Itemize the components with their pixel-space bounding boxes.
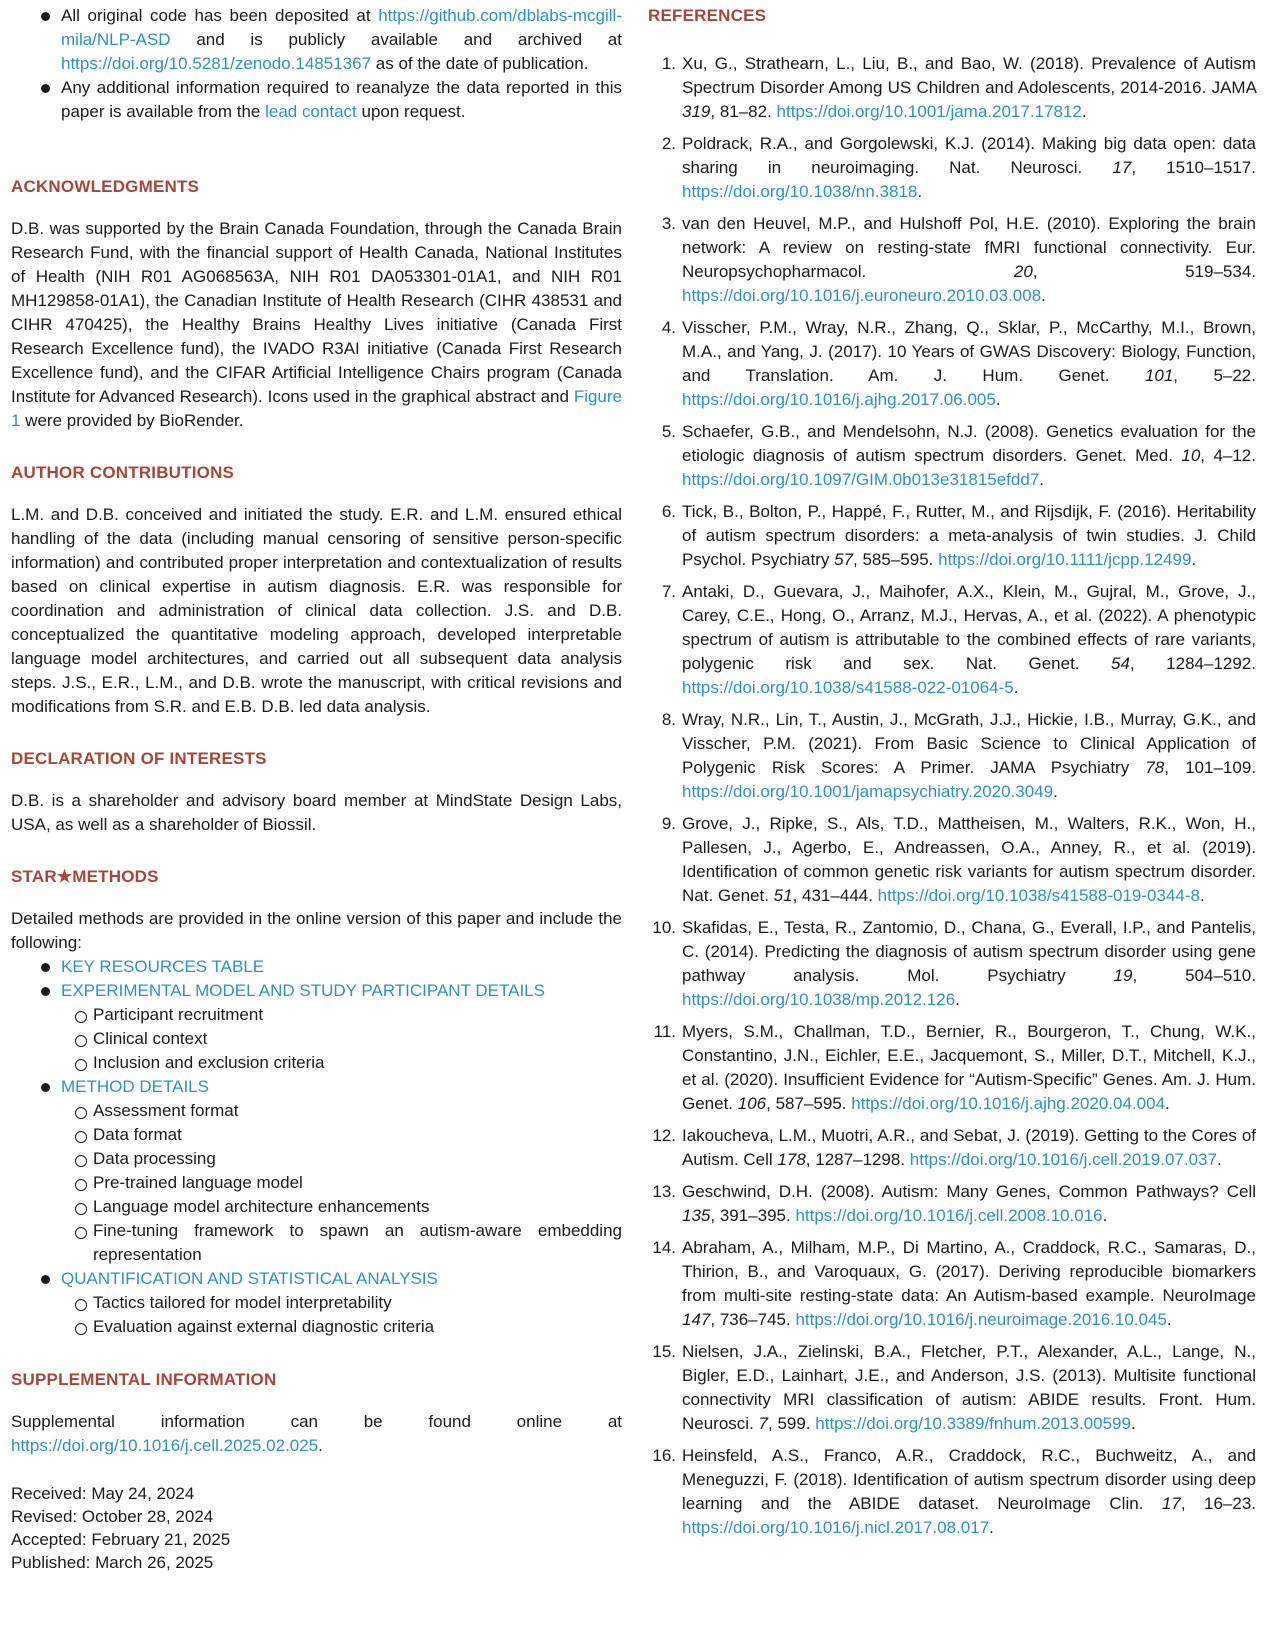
reference-text: Antaki, D., Guevara, J., Maihofer, A.X., Klein, M., Gujral, M., Grove, J., Carey, C.E., Hong, O., Arranz, M.J., Hervas, A., et al. (2022). A phenotypic spectrum of autism is attributable to the combined effects of rare variants, polygenic risk and sex. Nat. Genet. [682,582,1256,673]
reference-pages: , 101–109. [1164,758,1256,777]
reference-number: 2. [661,134,676,153]
declaration-section [11,747,622,837]
left-column [11,4,622,1574]
reference-doi-link[interactable]: https://doi.org/10.1016/j.ajhg.2017.06.005 [682,390,996,409]
reference-end-period: . [917,182,923,201]
author-contributions-text: L.M. and D.B. conceived and initiated the study. E.R. and L.M. ensured ethical handling of the data (including manual censoring of sensitive person-specific information) and contributed proper interpretation and contextualization of results based on clinical expertise in autism diagnosis. E.R. was responsible for coordination and administration of clinical data collection. J.S. and D.B. conceptualized the quantitative modeling approach, developed interpretable language model architectures, and carried out all subsequent data analysis steps. J.S., E.R., L.M., and D.B. wrote the manuscript, with critical revisions and modifications from S.R. and E.B. D.B. led data analysis. [11,505,622,716]
star-methods-intro: Detailed methods are provided in the online version of this paper and include the following: [11,909,622,952]
star-methods-list [11,955,622,1003]
star-methods-item [11,979,622,1003]
star-methods-section [11,865,622,1339]
acknowledgments-text: D.B. was supported by the Brain Canada Foundation, through the Canada Brain Research Fund, with the financial support of Health Canada, National Institutes of Health (NIH R01 AG068563A, NIH R01 DA053301-01A1, and NIH R01 MH129858-01A1), the Canadian Institute of Health Research (CIHR 438531 and CIHR 470425), the Healthy Brains Healthy Lives initiative (Canada First Research Excellence fund), the IVADO R3AI initiative (Canada First Research Excellence fund), and the CIFAR Artificial Intelligence Chairs program (Canada Institute for Advanced Research). Icons used in the graphical abstract and Figure 1 were provided by BioRender. [11,219,622,430]
zenodo-link[interactable]: https://doi.org/10.5281/zenodo.14851367 [61,54,372,73]
reference-doi-link[interactable]: https://doi.org/10.1016/j.ajhg.2020.04.004 [851,1094,1166,1113]
declaration-text: D.B. is a shareholder and advisory board member at MindState Design Labs, USA, as well as a shareholder of Biossil. [11,791,622,834]
supplemental-section [11,1368,622,1458]
reference-text: van den Heuvel, M.P., and Hulshoff Pol, H.E. (2010). Exploring the brain network: A review on resting-state fMRI functional connectivity. Eur. Neuropsychopharmacol. [682,214,1256,281]
reference-item [648,132,1256,204]
reference-volume: 51 [773,886,793,905]
right-column [648,4,1256,1548]
reference-number: 5. [661,422,676,441]
star-methods-subitem: Data format [11,1123,622,1147]
reference-volume: 319 [682,102,711,121]
reference-text: Wray, N.R., Lin, T., Austin, J., McGrath, J.J., Hickie, I.B., Murray, G.K., and Visscher, P.M. (2021). From Basic Science to Clinical Application of Polygenic Risk Scores: A Primer. JAMA Psychiatry [682,710,1256,777]
reference-number: 7. [661,582,676,601]
reference-item [648,1180,1256,1228]
reference-doi-link[interactable]: https://doi.org/10.3389/fnhum.2013.00599 [815,1414,1131,1433]
star-methods-subitem: Pre-trained language model [11,1171,622,1195]
reference-pages: , 4–12. [1200,446,1256,465]
star-methods-subitem: Participant recruitment [11,1003,622,1027]
reference-doi-link[interactable]: https://doi.org/10.1097/GIM.0b013e31815efdd7 [682,470,1040,489]
reference-number: 1. [661,54,676,73]
reference-pages: , 736–745. [710,1310,796,1329]
star-methods-subitem: Inclusion and exclusion criteria [11,1051,622,1075]
reference-item [648,1124,1256,1172]
star-methods-sublist [11,1003,622,1075]
star-methods-subitem: Fine-tuning framework to spawn an autism-aware embedding representation [11,1219,622,1267]
reference-volume: 7 [758,1414,768,1433]
reference-volume: 106 [737,1094,767,1113]
reference-number: 10. [652,918,676,937]
reference-doi-link[interactable]: https://doi.org/10.1016/j.cell.2019.07.037 [909,1150,1217,1169]
reference-text: Iakoucheva, L.M., Muotri, A.R., and Sebat, J. (2019). Getting to the Cores of Autism. Cell [682,1126,1256,1169]
reference-number: 6. [661,502,676,521]
reference-item [648,212,1256,308]
reference-number: 4. [661,318,676,337]
reference-pages: , 16–23. [1180,1494,1256,1513]
experimental-model-link[interactable]: EXPERIMENTAL MODEL AND STUDY PARTICIPANT DETAILS [61,981,545,1000]
reference-pages: , 504–510. [1132,966,1256,985]
reference-end-period: . [995,390,1001,409]
acknowledgments-heading: ACKNOWLEDGMENTS [11,177,200,196]
supplemental-link[interactable]: https://doi.org/10.1016/j.cell.2025.02.025 [11,1436,319,1455]
reference-text: Abraham, A., Milham, M.P., Di Martino, A., Craddock, R.C., Samaras, D., Thirion, B., and Varoquaux, G. (2017). Deriving reproducible biomarkers from multi-site resting-state data: An Autism-based example. NeuroImage [682,1238,1256,1305]
reference-end-period: . [1216,1150,1222,1169]
reference-text: Myers, S.M., Challman, T.D., Bernier, R., Bourgeron, T., Chung, W.K., Constantino, J.N., Eichler, E.E., Jacquemont, S., Miller, D.T., Mitchell, K.J., et al. (2020). Insufficient Evidence for “Autism-Specific” Genes. Am. J. Hum. Genet. [682,1022,1256,1113]
reference-doi-link[interactable]: https://doi.org/10.1038/mp.2012.126 [682,990,956,1009]
star-methods-sublist [11,1099,622,1267]
reference-item [648,1340,1256,1436]
reference-number: 16. [652,1446,676,1465]
reference-item [648,420,1256,492]
reference-item [648,708,1256,804]
reference-volume: 57 [834,550,854,569]
reference-item [648,52,1256,124]
reference-pages: , 5–22. [1173,366,1256,385]
reference-end-period: . [1053,782,1058,801]
author-contributions-section [11,461,622,719]
reference-item [648,500,1256,572]
star-methods-subitem: Data processing [11,1147,622,1171]
reference-number: 11. [653,1022,676,1041]
reference-volume: 78 [1145,758,1165,777]
reference-pages: , 587–595. [766,1094,852,1113]
figure-1-link[interactable]: Figure 1 [11,387,622,430]
reference-text: Tick, B., Bolton, P., Happé, F., Rutter, M., and Rijsdijk, F. (2016). Heritability of autism spectrum disorders: a meta-analysis of twin studies. J. Child Psychol. Psychiatry [682,502,1256,569]
reference-item [648,916,1256,1012]
accepted-date: Accepted: February 21, 2025 [11,1530,231,1549]
reference-volume: 17 [1161,1494,1181,1513]
reference-text: Nielsen, J.A., Zielinski, B.A., Fletcher, P.T., Alexander, A.L., Lange, N., Bigler, E.D., Lainhart, J.E., and Anderson, J.S. (2013). Multisite functional connectivity MRI classification of autism: ABIDE results. Front. Hum. Neurosci. [682,1342,1256,1433]
reference-doi-link[interactable]: https://doi.org/10.1038/s41588-019-0344-8 [877,886,1200,905]
reference-volume: 17 [1112,158,1132,177]
revised-date: Revised: October 28, 2024 [11,1507,214,1526]
reference-item [648,316,1256,412]
star-methods-subitem: Evaluation against external diagnostic criteria [11,1315,622,1339]
reference-volume: 178 [777,1150,806,1169]
reference-text: Heinsfeld, A.S., Franco, A.R., Craddock, R.C., Buchweitz, A., and Meneguzzi, F. (2018). Identification of autism spectrum disorder using deep learning and the ABIDE dataset. NeuroImage Clin. [682,1446,1256,1513]
reference-item [648,580,1256,700]
reference-doi-link[interactable]: https://doi.org/10.1038/nn.3818 [682,182,918,201]
reference-pages: , 81–82. [710,102,777,121]
reference-pages: , 1510–1517. [1131,158,1256,177]
reference-number: 13. [652,1182,676,1201]
reference-text: Schaefer, G.B., and Mendelsohn, N.J. (2008). Genetics evaluation for the etiologic diagnosis of autism spectrum disorders. Genet. Med. [682,422,1256,465]
reference-volume: 135 [682,1206,711,1225]
lead-contact-link[interactable]: lead contact [265,102,357,121]
star-methods-item [11,1267,622,1291]
reference-pages: , 431–444. [792,886,878,905]
reference-text: Skafidas, E., Testa, R., Zantomio, D., Chana, G., Everall, I.P., and Pantelis, C. (2014). Predicting the diagnosis of autism spectrum disorder using gene pathway analysis. Mol. Psychiatry [682,918,1256,985]
star-methods-subitem: Language model architecture enhancements [11,1195,622,1219]
reference-doi-link[interactable]: https://doi.org/10.1111/jcpp.12499 [938,550,1192,569]
supplemental-heading: SUPPLEMENTAL INFORMATION [11,1370,277,1389]
reference-end-period: . [1191,550,1197,569]
reference-number: 14. [652,1238,676,1257]
star-methods-sublist [11,1291,622,1339]
reference-end-period: . [1039,470,1045,489]
reference-end-period: . [1102,1206,1108,1225]
method-details-link[interactable]: METHOD DETAILS [61,1077,209,1096]
reference-doi-link[interactable]: https://doi.org/10.1038/s41588-022-01064-5 [682,678,1014,697]
star-methods-heading: STAR★METHODS [11,867,159,886]
reference-pages: , 585–595. [853,550,939,569]
reference-number: 12. [652,1126,676,1145]
reference-pages: , 1284–1292. [1129,654,1256,673]
reference-doi-link[interactable]: https://doi.org/10.1016/j.nicl.2017.08.017 [682,1518,990,1537]
reference-number: 9. [661,814,676,833]
reference-volume: 54 [1111,654,1130,673]
reference-end-period: . [1130,1414,1136,1433]
reference-number: 8. [661,710,676,729]
reference-doi-link[interactable]: https://doi.org/10.1016/j.euroneuro.2010.03.008 [682,286,1042,305]
acknowledgments-section [11,175,622,433]
reference-doi-link[interactable]: https://doi.org/10.1001/jama.2017.17812 [776,102,1082,121]
star-methods-item [11,1075,622,1099]
reference-doi-link[interactable]: https://doi.org/10.1001/jamapsychiatry.2020.3049 [682,782,1054,801]
reference-pages: , 519–534. [1032,262,1256,281]
reference-text: Xu, G., Strathearn, L., Liu, B., and Bao, W. (2018). Prevalence of Autism Spectrum Disorder Among US Children and Adolescents, 2014-2016. JAMA [682,54,1256,97]
data-code-bullet-1: All original code has been deposited at https://github.com/dblabs-mcgill-mila/NLP-ASD and is publicly available and archived at https://doi.org/10.5281/zenodo.14851367 as of the date of publication. [11,4,622,76]
reference-text: Visscher, P.M., Wray, N.R., Zhang, Q., Sklar, P., McCarthy, M.I., Brown, M.A., and Yang, J. (2017). 10 Years of GWAS Discovery: Biology, Function, and Translation. Am. J. Hum. Genet. [682,318,1256,385]
quantification-link[interactable]: QUANTIFICATION AND STATISTICAL ANALYSIS [61,1269,438,1288]
reference-volume: 10 [1181,446,1201,465]
reference-volume: 20 [1013,262,1033,281]
reference-pages: , 1287–1298. [805,1150,910,1169]
author-contributions-heading: AUTHOR CONTRIBUTIONS [11,463,235,482]
key-resources-table-link[interactable]: KEY RESOURCES TABLE [61,957,265,976]
supplemental-text: Supplemental information can be found online at https://doi.org/10.1016/j.cell.2025.02.025. [11,1412,622,1455]
received-date: Received: May 24, 2024 [11,1484,195,1503]
reference-end-period: . [955,990,960,1009]
references-list [648,52,1256,1540]
reference-end-period: . [1081,102,1087,121]
reference-doi-link[interactable]: https://doi.org/10.1016/j.cell.2008.10.016 [795,1206,1103,1225]
star-methods-item [11,955,622,979]
reference-end-period: . [1165,1094,1170,1113]
reference-number: 15. [652,1342,676,1361]
reference-pages: , 599. [768,1414,816,1433]
reference-item [648,812,1256,908]
reference-doi-link[interactable]: https://doi.org/10.1016/j.neuroimage.2016.10.045 [795,1310,1167,1329]
reference-text: Grove, J., Ripke, S., Als, T.D., Mattheisen, M., Walters, R.K., Won, H., Pallesen, J., Agerbo, E., Andreassen, O.A., Anney, R., et al. (2019). Identification of common genetic risk variants for autism spectrum disorder. Nat. Genet. [682,814,1256,905]
publication-dates [11,1482,622,1574]
github-link[interactable]: https://github.com/dblabs-mcgill-mila/NLP-ASD [61,6,622,49]
star-methods-subitem: Tactics tailored for model interpretability [11,1291,622,1315]
data-code-bullet-2: Any additional information required to reanalyze the data reported in this paper is available from the lead contact upon request. [11,76,622,124]
reference-volume: 19 [1113,966,1133,985]
reference-text: Geschwind, D.H. (2008). Autism: Many Genes, Common Pathways? Cell [682,1182,1256,1201]
reference-item [648,1236,1256,1332]
reference-end-period: . [989,1518,994,1537]
star-methods-subitem: Clinical context [11,1027,622,1051]
reference-volume: 101 [1144,366,1174,385]
reference-end-period: . [1013,678,1019,697]
references-heading: REFERENCES [648,6,767,25]
star-methods-subitem: Assessment format [11,1099,622,1123]
reference-text: Poldrack, R.A., and Gorgolewski, K.J. (2014). Making big data open: data sharing in neuroimaging. Nat. Neurosci. [682,134,1256,177]
reference-pages: , 391–395. [710,1206,796,1225]
declaration-heading: DECLARATION OF INTERESTS [11,749,267,768]
published-date: Published: March 26, 2025 [11,1553,214,1572]
reference-number: 3. [661,214,676,233]
reference-end-period: . [1166,1310,1172,1329]
reference-end-period: . [1199,886,1205,905]
reference-volume: 147 [682,1310,711,1329]
reference-item [648,1020,1256,1116]
data-code-availability-list [11,4,622,124]
reference-end-period: . [1041,286,1046,305]
reference-item [648,1444,1256,1540]
